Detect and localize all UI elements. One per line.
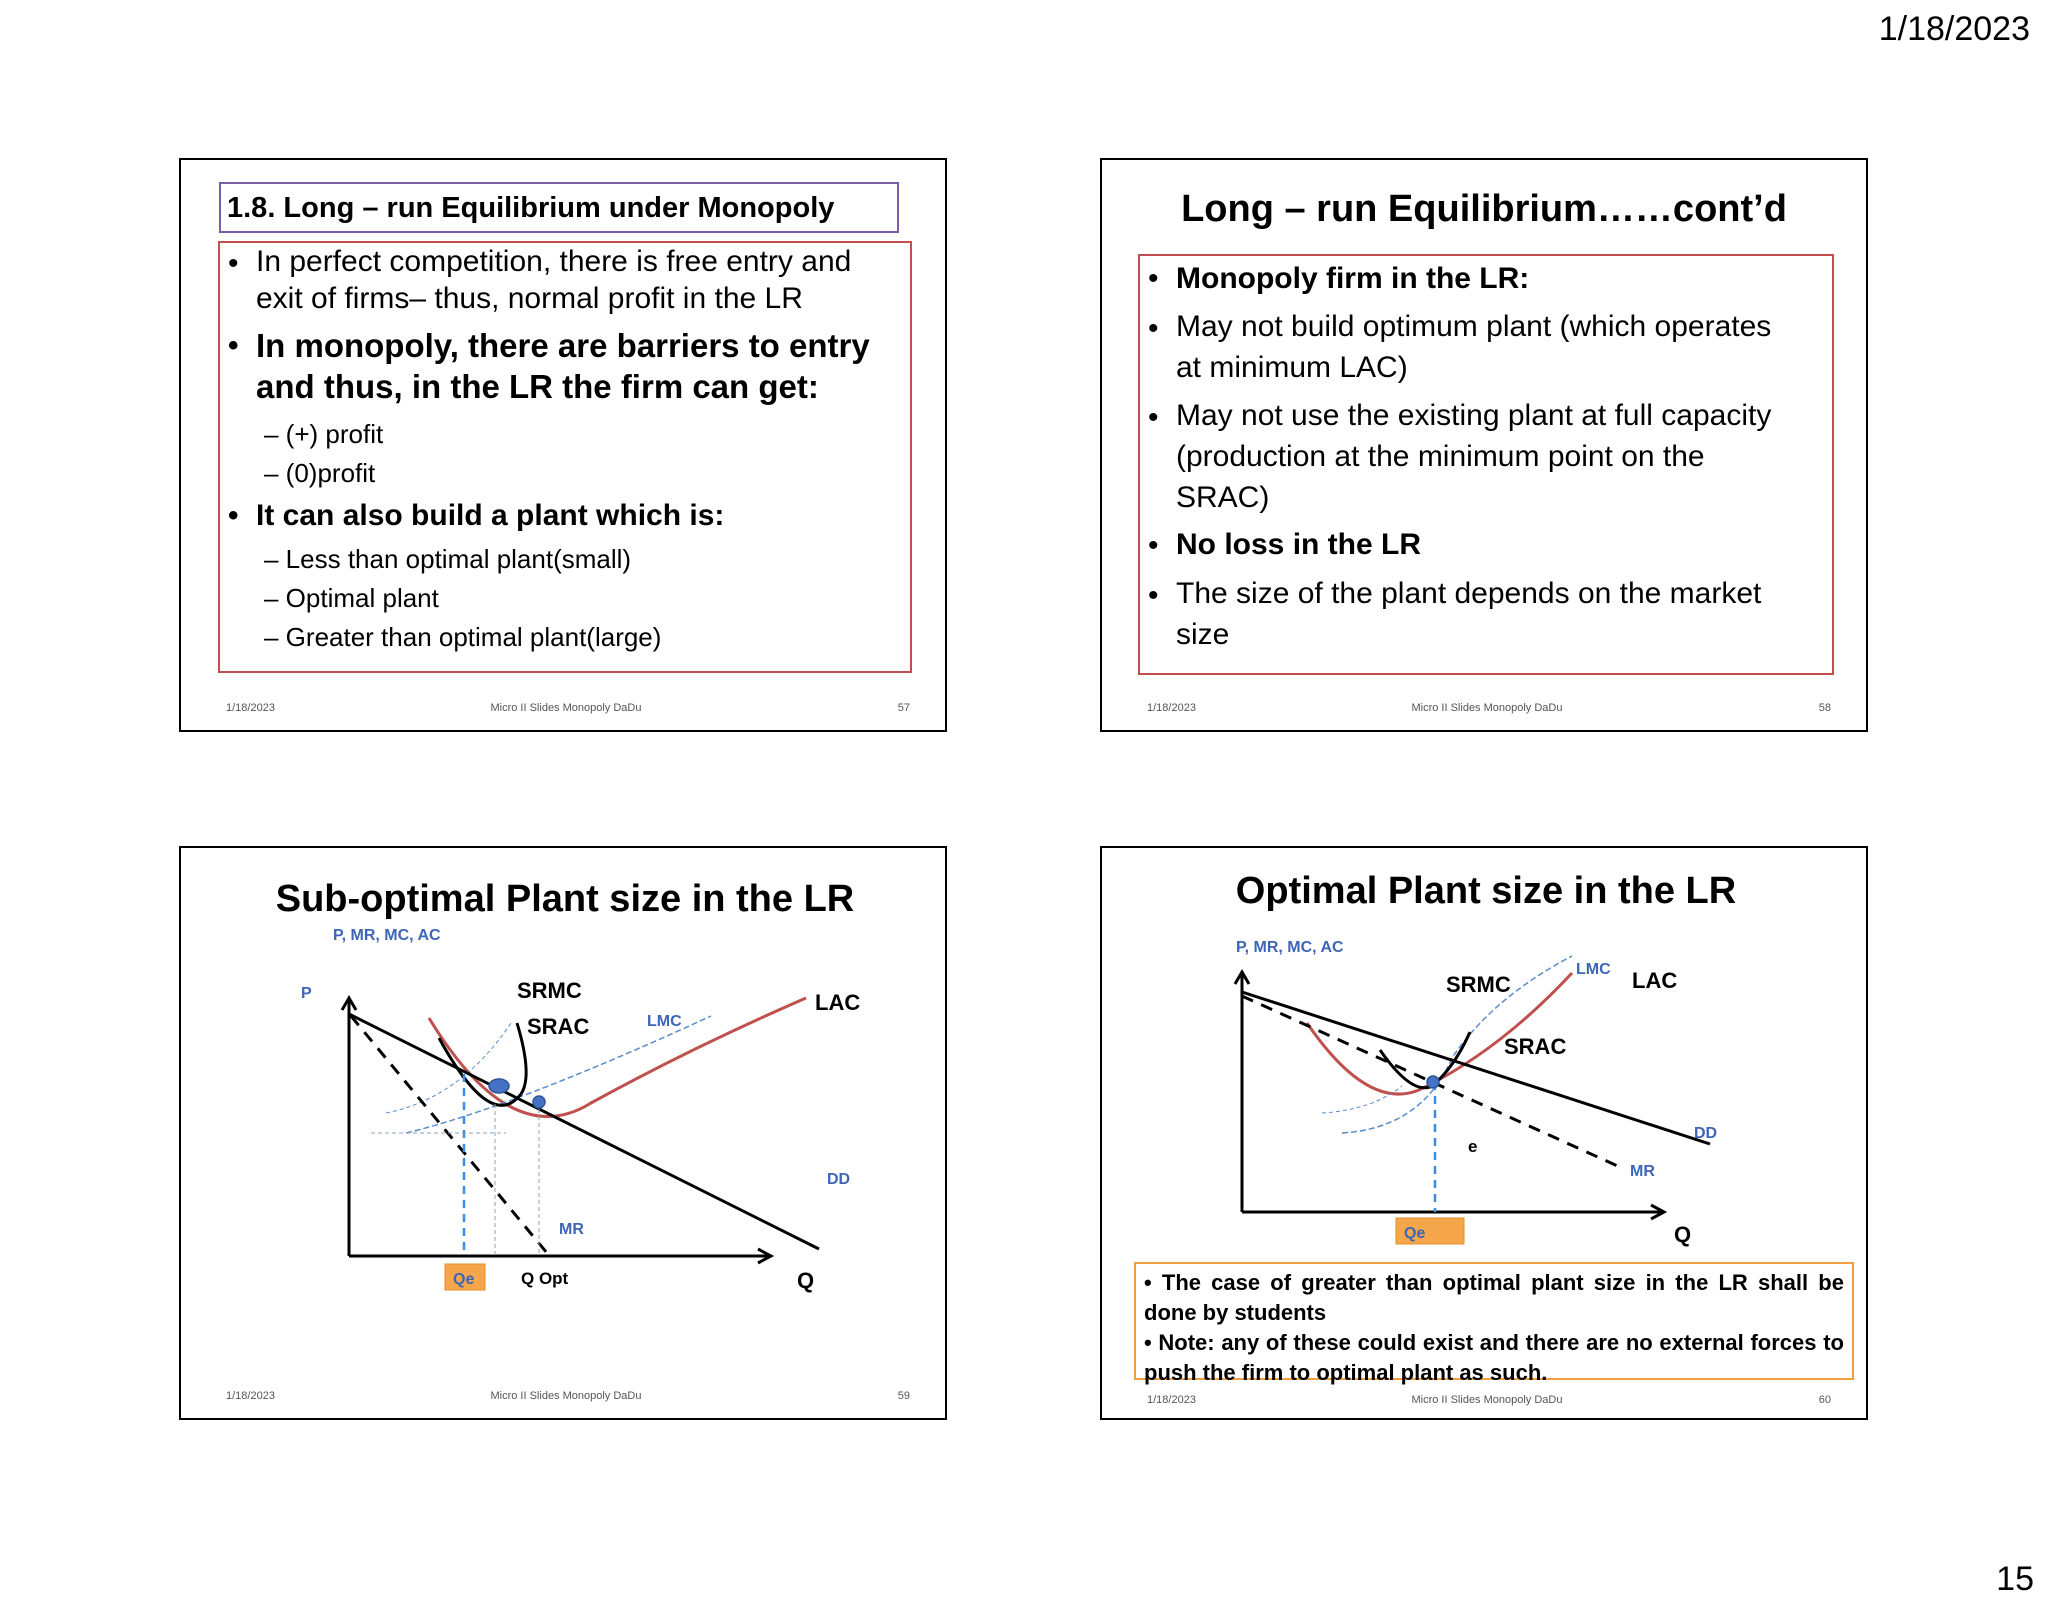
bullet-text: and thus, in the LR the firm can get: <box>256 368 819 405</box>
bullet-text: The size of the plant depends on the market <box>1176 577 1762 610</box>
bullet-text: SRAC) <box>1176 481 1270 514</box>
note-item: • Note: any of these could exist and there are no external forces to push the firm to optimal plant as such. <box>1144 1330 1844 1385</box>
equilibrium-point <box>1427 1076 1439 1088</box>
footer-date: 1/18/2023 <box>1147 702 1196 714</box>
bullet-text: May not use the existing plant at full capacity <box>1176 399 1772 432</box>
slide-60[interactable] <box>1100 846 1868 1420</box>
slide-title: Long – run Equilibrium……cont’d <box>1181 188 1787 230</box>
bullet: • <box>228 499 239 532</box>
srmc-label: SRMC <box>1446 972 1511 997</box>
slide-title: Sub-optimal Plant size in the LR <box>275 878 855 920</box>
sub-item: – (0)profit <box>264 458 376 488</box>
bullet-text: at minimum LAC) <box>1176 351 1408 384</box>
mr-label: MR <box>559 1221 584 1238</box>
content-box <box>1138 254 1834 675</box>
note-box <box>1134 1262 1854 1385</box>
slide-title: Optimal Plant size in the LR <box>1235 870 1737 912</box>
dd-label: DD <box>1694 1125 1718 1142</box>
footer-date: 1/18/2023 <box>1147 1394 1196 1406</box>
footer-date: 1/18/2023 <box>226 1390 275 1402</box>
dd-line <box>349 1014 819 1249</box>
qe-label: Qe <box>453 1271 475 1288</box>
bullet-text: In perfect competition, there is free entry and <box>256 245 852 278</box>
bullet-text: No loss in the LR <box>1176 528 1422 561</box>
footer-slide-number: 59 <box>897 1390 910 1402</box>
footer-slide-number: 57 <box>897 702 910 714</box>
bullet: • <box>1148 529 1159 562</box>
bullet: • <box>228 247 239 280</box>
slide-58[interactable] <box>1100 158 1868 732</box>
bullet: • <box>1144 1270 1162 1295</box>
min-lac-point <box>533 1096 545 1108</box>
srmc-label: SRMC <box>517 978 582 1003</box>
srac-label: SRAC <box>527 1014 590 1039</box>
optimal-diagram <box>1102 848 1866 1268</box>
mr-label: MR <box>1630 1163 1655 1180</box>
e-label: e <box>1468 1137 1478 1156</box>
lmc-branch <box>386 1023 511 1113</box>
sub-item: – Greater than optimal plant(large) <box>264 622 662 652</box>
suboptimal-diagram <box>181 848 945 1418</box>
bullet: • <box>1148 312 1159 345</box>
lmc-label: LMC <box>647 1013 682 1030</box>
y-axis-label: P, MR, MC, AC <box>1236 939 1344 956</box>
sub-item: – Optimal plant <box>264 583 439 613</box>
slide-title: 1.8. Long – run Equilibrium under Monopoly <box>219 182 899 233</box>
footer-center: Micro II Slides Monopoly DaDu <box>490 1390 642 1402</box>
bullet: • <box>1144 1330 1159 1355</box>
footer-center: Micro II Slides Monopoly DaDu <box>490 702 642 714</box>
lmc-label: LMC <box>1576 961 1611 978</box>
bullet-text: exit of firms– thus, normal profit in the LR <box>256 282 803 315</box>
p-label: P <box>301 985 312 1002</box>
equilibrium-point <box>489 1079 509 1093</box>
bullet: • <box>1148 579 1159 612</box>
footer-center: Micro II Slides Monopoly DaDu <box>1411 702 1563 714</box>
sub-item: – (+) profit <box>264 419 384 449</box>
footer-slide-number: 60 <box>1818 1394 1831 1406</box>
q-label: Q <box>797 1268 815 1293</box>
note-item: • The case of greater than optimal plant size in the LR shall be done by students <box>1144 1270 1844 1325</box>
bullet-text: (production at the minimum point on the <box>1176 440 1705 473</box>
qe-label: Qe <box>1404 1225 1426 1242</box>
q-label: Q <box>1674 1222 1692 1247</box>
qopt-label: Q Opt <box>521 1269 569 1288</box>
lac-label: LAC <box>815 990 861 1015</box>
lac-label: LAC <box>1632 968 1678 993</box>
slide-59[interactable] <box>179 846 947 1420</box>
bullet-text: It can also build a plant which is: <box>256 499 725 532</box>
page-number: 15 <box>1996 1560 2034 1598</box>
bullet-text: In monopoly, there are barriers to entry <box>256 327 870 364</box>
dd-label: DD <box>827 1171 851 1188</box>
srac-label: SRAC <box>1504 1034 1567 1059</box>
bullet: • <box>1148 262 1159 295</box>
y-axis-label: P, MR, MC, AC <box>333 927 441 944</box>
slide-57[interactable] <box>179 158 947 732</box>
bullet-text: May not build optimum plant (which operates <box>1176 310 1772 343</box>
footer-date: 1/18/2023 <box>226 702 275 714</box>
bullet-text: Monopoly firm in the LR: <box>1176 262 1530 295</box>
footer-center: Micro II Slides Monopoly DaDu <box>1411 1394 1563 1406</box>
bullet-text: size <box>1176 618 1230 651</box>
sub-item: – Less than optimal plant(small) <box>264 544 632 574</box>
lmc-branch <box>1322 1086 1402 1113</box>
footer-slide-number: 58 <box>1818 702 1831 714</box>
bullet: • <box>1148 401 1159 434</box>
bullet: • <box>228 329 239 362</box>
page-date: 1/18/2023 <box>1878 10 2030 48</box>
content-box <box>218 241 912 673</box>
mr-line <box>351 1016 547 1253</box>
dd-line <box>1242 992 1710 1144</box>
